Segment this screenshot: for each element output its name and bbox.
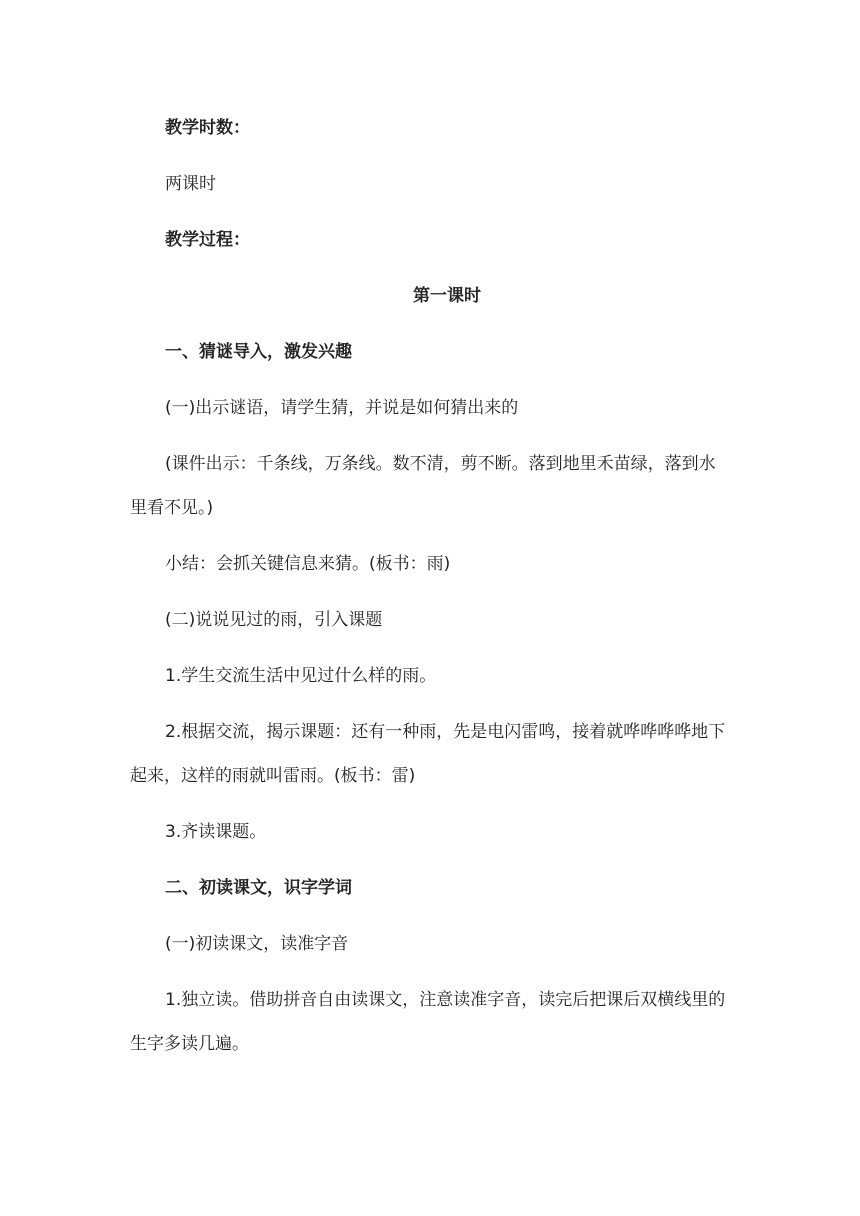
section1-subheading-2: (二)说说见过的雨，引入课题 xyxy=(165,610,383,630)
section2-heading: 二、初读课文，识字学词 xyxy=(165,878,352,898)
section1-heading: 一、猜谜导入，激发兴趣 xyxy=(165,342,352,362)
teaching-process-label: 教学过程： xyxy=(165,230,250,250)
section1-item-2-line-1: 2.根据交流，揭示课题：还有一种雨，先是电闪雷鸣，接着就哗哗哗哗地下 xyxy=(165,722,726,742)
teaching-hours-label: 教学时数： xyxy=(165,118,250,138)
section1-item-2-line-2: 起来，这样的雨就叫雷雨。(板书：雷) xyxy=(130,766,416,786)
section1-item-3: 3.齐读课题。 xyxy=(165,822,267,842)
lesson-title: 第一课时 xyxy=(413,286,481,306)
riddle-text-line-2: 里看不见。) xyxy=(130,498,214,518)
section2-item-1-line-2: 生字多读几遍。 xyxy=(130,1034,249,1054)
teaching-hours-value: 两课时 xyxy=(165,174,216,194)
riddle-text-line-1: (课件出示：千条线，万条线。数不清，剪不断。落到地里禾苗绿，落到水 xyxy=(165,454,716,474)
summary-text: 小结：会抓关键信息来猜。(板书：雨) xyxy=(165,554,451,574)
section2-subheading-1: (一)初读课文，读准字音 xyxy=(165,934,349,954)
section1-subheading-1: (一)出示谜语，请学生猜，并说是如何猜出来的 xyxy=(165,398,519,418)
section2-item-1-line-1: 1.独立读。借助拼音自由读课文，注意读准字音，读完后把课后双横线里的 xyxy=(165,990,726,1010)
section1-item-1: 1.学生交流生活中见过什么样的雨。 xyxy=(165,666,437,686)
